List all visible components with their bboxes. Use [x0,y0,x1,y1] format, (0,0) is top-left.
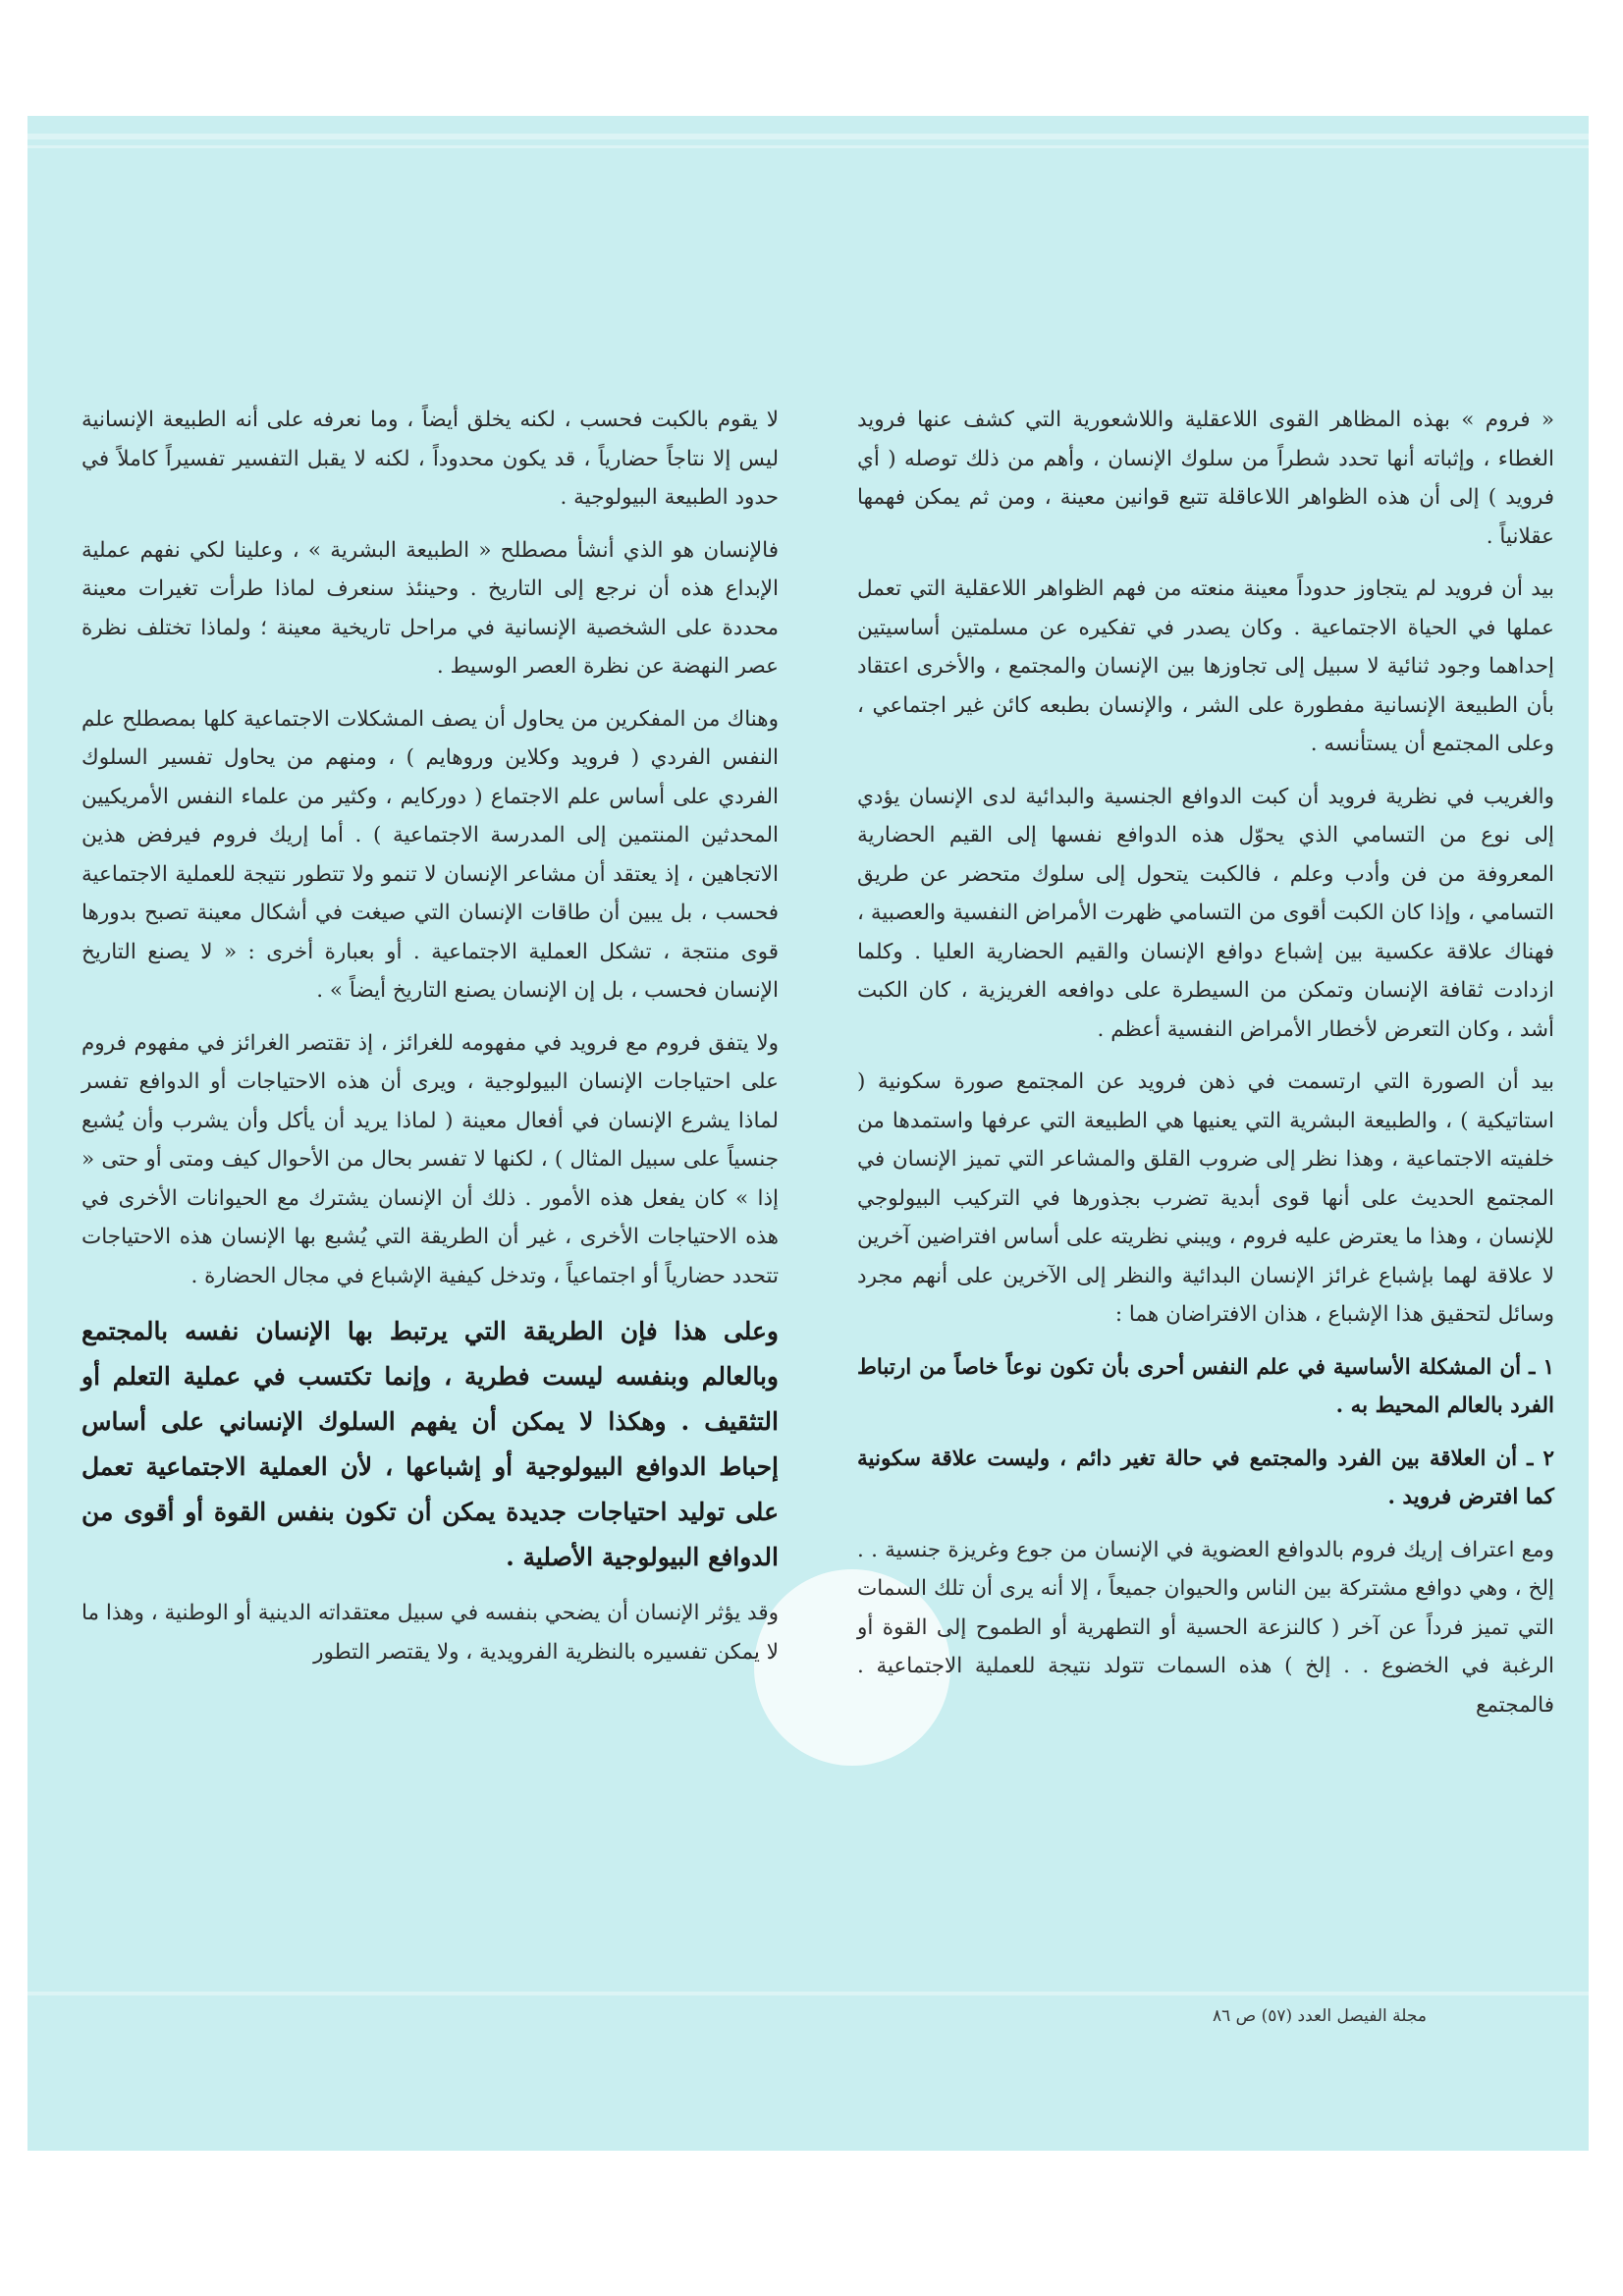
bold-paragraph: وعلى هذا فإن الطريقة التي يرتبط بها الإنسان نفسه بالمجتمع وبالعالم وبنفسه ليست فطرية ، وإنما تكتسب في عملية التعلم أو التثقيف . وهكذا لا يمكن أن يفهم السلوك الإنساني على أساس إحباط الدوافع البيولوجية أو إشباعها ، لأن العملية الاجتماعية تعمل على توليد احتياجات جديدة يمكن أن تكون بنفس القوة أو أقوى من الدوافع البيولوجية الأصلية . [81,1317,779,1571]
numbered-point: ٢ ـ أن العلاقة بين الفرد والمجتمع في حالة تغير دائم ، وليست علاقة سكونية كما افترض فرويد . [857,1446,1554,1509]
paragraph: وهناك من المفكرين من يحاول أن يصف المشكلات الاجتماعية كلها بمصطلح علم النفس الفردي ( فرويد وكلاين وروهايم ) ، ومنهم من يحاول تفسير السلوك الفردي على أساس علم الاجتماع ( دوركايم ، وكثير من علماء النفس الأمريكيين المحدثين المنتمين إلى المدرسة الاجتماعية ) . أما إريك فروم فيرفض هذين الاتجاهين ، إذ يعتقد أن مشاعر الإنسان لا تنمو ولا تتطور نتيجة للعملية الاجتماعية فحسب ، بل يبين أن طاقات الإنسان التي صيغت في أشكال معينة تصبح بدورها قوى منتجة ، تشكل العملية الاجتماعية . أو بعبارة أخرى : « لا يصنع التاريخ الإنسان فحسب ، بل إن الإنسان يصنع التاريخ أيضاً » . [81,706,779,1003]
paragraph: لا يقوم بالكبت فحسب ، لكنه يخلق أيضاً ، وما نعرفه على أنه الطبيعة الإنسانية ليس إلا نتاجاً حضارياً ، قد يكون محدوداً ، لكنه لا يقبل التفسير تفسيراً كاملاً في حدود الطبيعة البيولوجية . [81,408,779,510]
paragraph: « فروم » بهذه المظاهر القوى اللاعقلية واللاشعورية التي كشف عنها فرويد الغطاء ، وإثباته أنها تحدد شطراً من سلوك الإنسان ، وأهم من ذلك توصله ( أي فرويد ) إلى أن هذه الظواهر اللاعاقلة تتبع قوانين معينة ، ومن ثم يمكن فهمها عقلانياً . [857,408,1554,549]
right-column [857,401,1554,1738]
decorative-band [27,145,1589,148]
paragraph: والغريب في نظرية فرويد أن كبت الدوافع الجنسية والبدائية لدى الإنسان يؤدي إلى نوع من التسامي الذي يحوّل هذه الدوافع نفسها إلى القيم الحضارية المعروفة من فن وأدب وعلم ، فالكبت يتحول إلى سلوك متحضر عن طريق التسامي ، وإذا كان الكبت أقوى من التسامي ظهرت الأمراض النفسية والعصبية ، فهناك علاقة عكسية بين إشباع دوافع الإنسان والقيم الحضارية العليا . وكلما ازدادت ثقافة الإنسان وتمكن من السيطرة على دوافعه الغريزية ، كان الكبت أشد ، وكان التعرض لأخطار الأمراض النفسية أعظم . [857,784,1554,1042]
paragraph: ومع اعتراف إريك فروم بالدوافع العضوية في الإنسان من جوع وغريزة جنسية . . إلخ ، وهي دوافع مشتركة بين الناس والحيوان جميعاً ، إلا أنه يرى أن تلك السمات التي تميز فرداً عن آخر ( كالنزعة الحسية أو التطهرية أو الطموح إلى القوة أو الرغبة في الخضوع . . إلخ ) هذه السمات تتولد نتيجة للعملية الاجتماعية . فالمجتمع [857,1537,1554,1718]
decorative-band [27,134,1589,139]
paragraph: فالإنسان هو الذي أنشأ مصطلح « الطبيعة البشرية » ، وعلينا لكي نفهم عملية الإبداع هذه أن نرجع إلى التاريخ . وحينئذ سنعرف لماذا طرأت تغيرات معينة محددة على الشخصية الإنسانية في مراحل تاريخية معينة ؛ ولماذا تختلف نظرة عصر النهضة عن نظرة العصر الوسيط . [81,537,779,679]
left-column [81,401,779,1685]
page-background [27,116,1589,2151]
decorative-band [27,1992,1589,1995]
paragraph: ولا يتفق فروم مع فرويد في مفهومه للغرائز ، إذ تقتصر الغرائز في مفهوم فروم على احتياجات الإنسان البيولوجية ، ويرى أن هذه الاحتياجات أو الدوافع تفسر لماذا يشرع الإنسان في أفعال معينة ( لماذا يريد أن يأكل وأن يشرب وأن يُشبع جنسياً على سبيل المثال ) ، لكنها لا تفسر بحال من الأحوال كيف ومتى أو حتى « إذا » كان يفعل هذه الأمور . ذلك أن الإنسان يشترك مع الحيوانات الأخرى في هذه الاحتياجات الأخرى ، غير أن الطريقة التي يُشبع بها الإنسان هذه الاحتياجات تتحدد حضارياً أو اجتماعياً ، وتدخل كيفية الإشباع في مجال الحضارة . [81,1030,779,1288]
page-footer: مجلة الفيصل العدد (٥٧) ص ٨٦ [1212,2006,1427,2026]
numbered-point: ١ ـ أن المشكلة الأساسية في علم النفس أحرى بأن تكون نوعاً خاصاً من ارتباط الفرد بالعالم المحيط به . [857,1354,1554,1418]
paragraph: بيد أن الصورة التي ارتسمت في ذهن فرويد عن المجتمع صورة سكونية ( استاتيكية ) ، والطبيعة البشرية التي يعنيها هي الطبيعة التي عرفها واستمدها من خلفيته الاجتماعية ، وهذا نظر إلى ضروب القلق والمشاعر التي تميز الإنسان في المجتمع الحديث على أنها قوى أبدية تضرب بجذورها في التركيب البيولوجي للإنسان ، وهذا ما يعترض عليه فروم ، ويبني نظريته على أساس افتراضين آخرين لا علاقة لهما بإشباع غرائز الإنسان البدائية والنظر إلى الآخرين على أنهم مجرد وسائل لتحقيق هذا الإشباع ، هذان الافتراضان هما : [857,1069,1554,1327]
paragraph: وقد يؤثر الإنسان أن يضحي بنفسه في سبيل معتقداته الدينية أو الوطنية ، وهذا ما لا يمكن تفسيره بالنظرية الفرويدية ، ولا يقتصر التطور [81,1601,779,1665]
paragraph: بيد أن فرويد لم يتجاوز حدوداً معينة منعته من فهم الظواهر اللاعقلية التي تعمل عملها في الحياة الاجتماعية . وكان يصدر في تفكيره عن مسلمتين أساسيتين إحداهما وجود ثنائية لا سبيل إلى تجاوزها بين الإنسان والمجتمع ، والأخرى اعتقاد بأن الطبيعة الإنسانية مفطورة على الشر ، والإنسان بطبعه كائن غير اجتماعي ، وعلى المجتمع أن يستأنسه . [857,576,1554,756]
